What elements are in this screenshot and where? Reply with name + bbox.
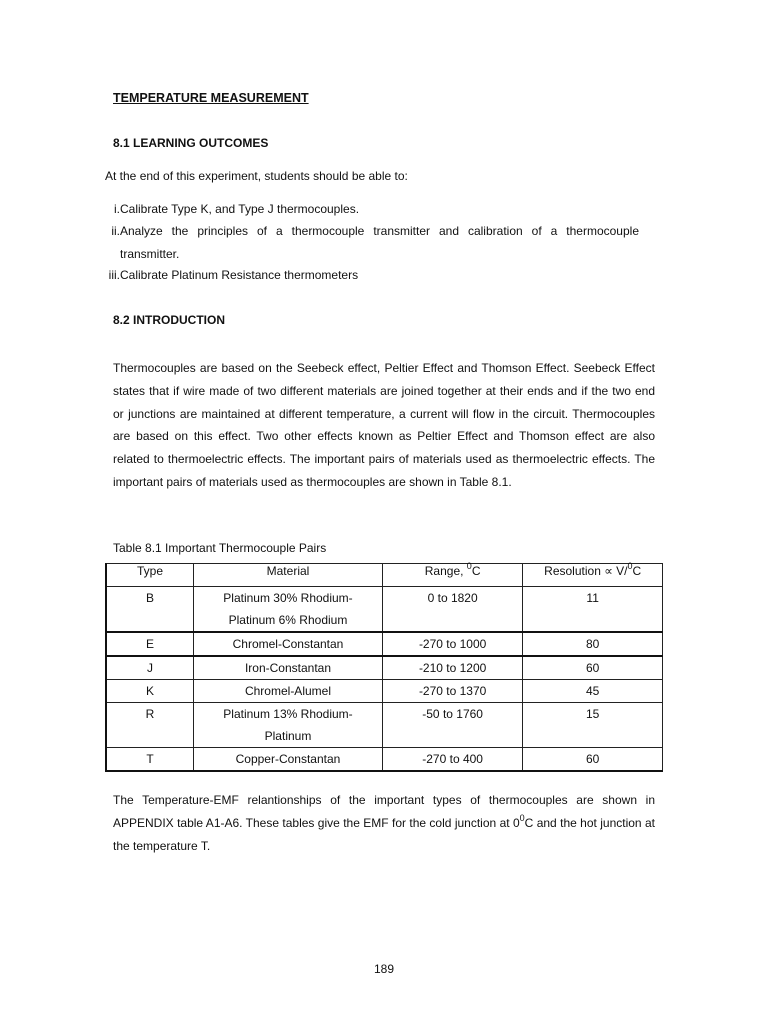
cell-resolution-text: 60 [585, 661, 600, 675]
cell-range-text: 0 to 1820 [427, 591, 478, 605]
cell-range-text: -270 to 400 [422, 752, 483, 766]
closing-paragraph [113, 789, 655, 857]
header-type: Type [106, 564, 194, 587]
header-material: Material [194, 564, 383, 587]
cell-resolution [523, 656, 663, 680]
cell-material-line: Platinum [264, 729, 312, 743]
header-range-degree: 0 [466, 561, 472, 571]
section-title-learning-outcomes: 8.1 LEARNING OUTCOMES [113, 136, 269, 150]
table-row [106, 703, 663, 748]
cell-resolution-text: 45 [585, 684, 600, 698]
cell-range [382, 656, 522, 680]
section-title-introduction: 8.2 INTRODUCTION [113, 313, 226, 327]
cell-material-line: Platinum 30% Rhodium- [223, 591, 353, 605]
cell-resolution-text: 11 [586, 591, 599, 605]
closing-degree-sup: 0 [519, 812, 525, 823]
cell-resolution-text: 15 [585, 707, 600, 721]
cell-range-text: -210 to 1200 [418, 661, 487, 675]
cell-range [382, 748, 522, 772]
cell-type-text: R [145, 707, 155, 721]
outcomes-intro: At the end of this experiment, students should be able to: [105, 169, 408, 183]
cell-material [194, 632, 383, 656]
header-resolution-unit: C [632, 564, 642, 578]
cell-material-line: Chromel-Alumel [244, 684, 331, 698]
cell-material-line: Iron-Constantan [244, 661, 332, 675]
cell-resolution [523, 680, 663, 703]
table-header-row [106, 564, 663, 587]
list-item-number: i. [114, 202, 120, 216]
cell-range-text: -270 to 1000 [418, 637, 487, 651]
cell-material [194, 680, 383, 703]
cell-range [382, 632, 522, 656]
cell-range-text: -50 to 1760 [422, 707, 483, 721]
closing-text-part1: The Temperature-EMF relantionships of the important types of thermocouples are shown in APPENDIX table A1-A6. These tables give the EMF for the cold junction at 0 [113, 793, 655, 830]
header-resolution-degree: 0 [627, 561, 633, 571]
cell-type-text: J [147, 661, 153, 675]
table-caption: Table 8.1 Important Thermocouple Pairs [113, 541, 327, 555]
header-resolution [523, 561, 663, 587]
cell-resolution [523, 703, 663, 748]
table-row [106, 748, 663, 772]
header-range-unit: C [471, 564, 481, 578]
introduction-paragraph: Thermocouples are based on the Seebeck effect, Peltier Effect and Thomson Effect. Seebeck Effect states that if wire made of two different materials are joined together at their ends and if the two end or junctions are maintained at different temperature, a current will flow in the circuit. Thermocouples are based on this effect. Two other effects known as Peltier Effect and Thomson effect are also related to thermoelectric effects. The important pairs of materials used as thermoelectric effects. The important pairs of materials used as thermocouples are shown in Table 8.1. [113, 361, 655, 489]
cell-material-line: Platinum 6% Rhodium [228, 613, 348, 627]
list-item-text: Analyze the principles of a thermocouple transmitter and calibration of a thermocouple transmitter. [120, 224, 639, 261]
cell-resolution [523, 748, 663, 772]
cell-material [194, 656, 383, 680]
thermocouple-pairs-table [105, 563, 663, 772]
cell-type [106, 680, 194, 703]
table-row [106, 587, 663, 633]
cell-type-text: B [146, 591, 155, 605]
cell-type [106, 703, 194, 748]
cell-material-line: Copper-Constantan [235, 752, 341, 766]
cell-material-line: Chromel-Constantan [232, 637, 344, 651]
cell-resolution [523, 587, 663, 633]
list-item-number: iii. [108, 268, 120, 282]
page-heading: TEMPERATURE MEASUREMENT [113, 91, 309, 105]
header-range [382, 561, 522, 587]
cell-material [194, 587, 383, 633]
cell-type [106, 632, 194, 656]
cell-type-text: E [146, 637, 155, 651]
cell-material [194, 748, 383, 772]
list-item-number: ii. [111, 224, 120, 238]
page-number: 189 [373, 962, 395, 976]
cell-type-text: K [146, 684, 155, 698]
cell-material-line: Platinum 13% Rhodium- [223, 707, 353, 721]
cell-range-text: -270 to 1370 [418, 684, 487, 698]
cell-resolution-text: 80 [585, 637, 600, 651]
cell-resolution [523, 632, 663, 656]
list-item-text: Calibrate Type K, and Type J thermocouples. [120, 202, 360, 216]
list-item-text: Calibrate Platinum Resistance thermometers [120, 268, 359, 282]
cell-range [382, 703, 522, 748]
cell-range [382, 587, 522, 633]
cell-type [106, 748, 194, 772]
cell-material [194, 703, 383, 748]
closing-text-part2: C and the hot junction at the temperature T. [113, 815, 655, 853]
header-resolution-label: Resolution ∝ V/ [544, 564, 628, 578]
cell-resolution-text: 60 [585, 752, 600, 766]
cell-type-text: T [146, 752, 154, 766]
header-range-label: Range, [424, 564, 467, 578]
table-row [106, 632, 663, 656]
table-row [106, 680, 663, 703]
cell-type [106, 656, 194, 680]
table-row [106, 656, 663, 680]
cell-range [382, 680, 522, 703]
cell-type [106, 587, 194, 633]
